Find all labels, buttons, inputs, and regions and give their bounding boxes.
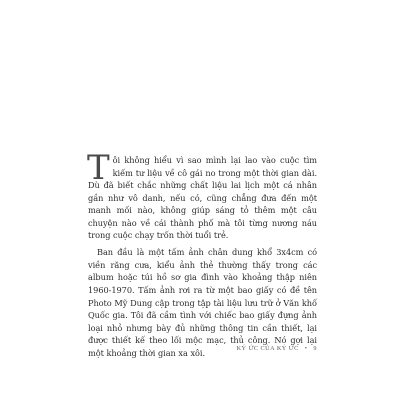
paragraph-1 xyxy=(87,148,317,242)
running-title: KÝ ỨC CỦA KÝ ỨC xyxy=(236,345,299,352)
paragraph-2: Ban đầu là một tấm ảnh chân dung khổ 3x4cm có viền răng cưa, kiểu ảnh thẻ thường thấy trong các album hoặc túi hồ sơ gia đình vào khoảng thập niên 1960-1970. Tấm ảnh rơi ra từ một bao giấy có đề tên Photo Mỹ Dung cập trong tập tài liệu lưu trữ ở Văn khố Quốc gia. Tôi đã cầm tình với chiếc bao giấy đựng ảnh loại nhỏ nhưng bày đủ những thông tin cần thiết, lại được thiết kế theo lối mộc mạc, thủ công. Nó gợi lại một khoảng thời gian xa xôi. xyxy=(88,247,317,358)
body-text xyxy=(87,148,317,359)
footer-separator: • xyxy=(304,345,308,352)
paragraph-1-text: ôi không hiểu vì sao mình lại lao vào cuộc tìm kiếm tư liệu về cô gái no trong một thời gian dài. Dù đã biết chắc những chất liệu lai lịch một cá nhân gần như vô danh, nếu có, cũng chẳng đưa đến một manh mối nào, không giúp sáng tỏ thêm một câu chuyện nào về cái thành phố mà tôi từng nương náu trong cuộc chạy trốn thời tuổi trẻ. xyxy=(88,155,317,241)
page-footer xyxy=(0,345,317,352)
drop-cap: T xyxy=(87,148,110,188)
page-number: 9 xyxy=(313,345,317,352)
